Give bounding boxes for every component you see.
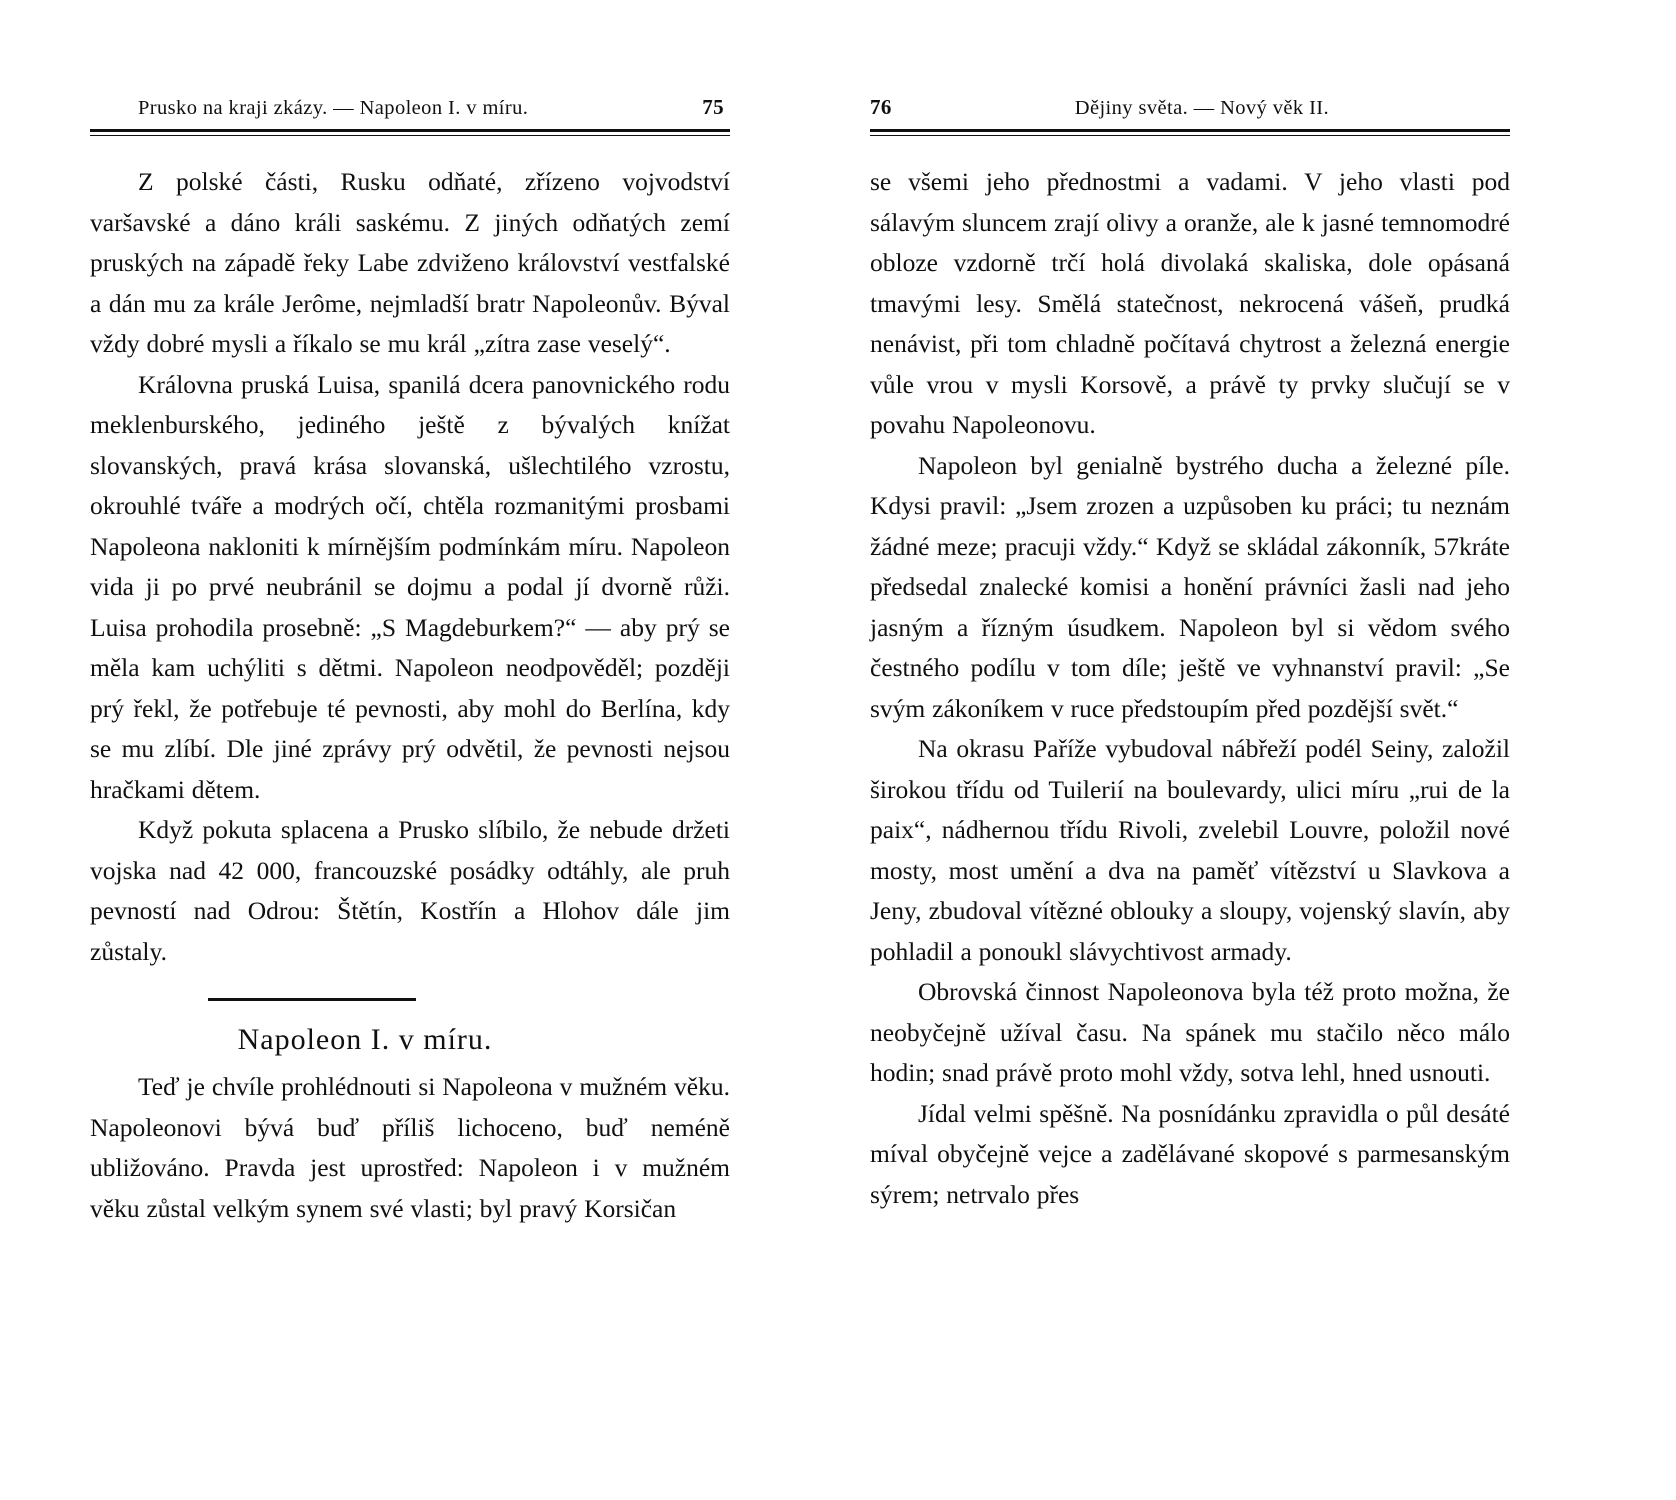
folio-right: 76: [870, 95, 892, 119]
left-page-section-body: [90, 1067, 730, 1229]
paragraph: Na okrasu Paříže vybudoval nábřeží podél Seiny, založil širokou třídu od Tuilerií na boulevardy, ulici míru „rui de la paix“, nádhernou třídu Rivoli, zvelebil Louvre, položil nové mosty, most umění a dva na paměť vítězství u Slavkova a Jeny, zbudoval vítězné oblouky a sloupy, vojenský slavín, aby pohladil a ponoukl slávychtivost armady.: [870, 734, 1510, 966]
right-page: [870, 95, 1510, 1215]
running-head-title-right: Dějiny světa. — Nový věk II.: [1074, 97, 1330, 119]
left-page-body: [90, 162, 730, 972]
paragraph: Královna pruská Luisa, spanilá dcera panovnického rodu meklenburského, jediného ještě z bývalých knížat slovanských, pravá krása slovanská, ušlechtilého vzrostu, okrouhlé tváře a modrých očí, chtěla rozmanitými prosbami Napoleona nakloniti k mírnějším podmínkám míru. Napoleon vida ji po prvé neubránil se dojmu a podal jí dvorně růži. Luisa prohodila prosebně: „S Magdeburkem?“ — aby prý se měla kam uchýliti s dětmi. Napoleon neodpověděl; později prý řekl, že potřebuje té pevnosti, aby mohl do Berlína, kdy se mu zlíbí. Dle jiné zprávy prý odvětil, že pevnosti nejsou hračkami dětem.: [90, 369, 730, 804]
paragraph: Teď je chvíle prohlédnouti si Napoleona v mužném věku. Napoleonovi bývá buď příliš lichoceno, buď neméně ubližováno. Pravda jest uprostřed: Napoleon i v mužném věku zůstal velkým synem své vlasti; byl pravý Korsičan: [90, 1072, 730, 1223]
section-title: Napoleon I. v míru.: [237, 1023, 493, 1056]
header-rule-left: [90, 129, 730, 136]
paragraph: Napoleon byl genialně bystrého ducha a železné píle. Kdysi pravil: „Jsem zrozen a uzpůsoben ku práci; tu neznám žádné meze; pracuji vždy.“ Když se skládal zákonník, 57kráte předsedal znalecké komisi a honění právníci žasli nad jeho jasným a řízným úsudkem. Napoleon byl si vědom svého čestného podílu v tom díle; ještě ve vyhnanství pravil: „Se svým zákoníkem v ruce předstoupím před pozdější svět.“: [870, 450, 1510, 723]
left-page: [90, 95, 730, 1229]
running-head-left: [90, 95, 730, 121]
paragraph: se všemi jeho přednostmi a vadami. V jeho vlasti pod sálavým sluncem zrají olivy a oranže, ale k jasné temnomodré obloze vzdorně trčí holá divolaká skaliska, dole opásaná tmavými lesy. Smělá statečnost, nekrocená vášeň, prudká nenávist, při tom chladně počítavá chytrost a železná energie vůle vrou v mysli Korsově, a právě ty prvky slučují se v povahu Napoleonovu.: [870, 167, 1510, 439]
section-divider: [208, 998, 416, 1001]
running-head-right: [870, 95, 1510, 121]
folio-left: 75: [702, 95, 724, 119]
paragraph: Když pokuta splacena a Prusko slíbilo, že nebude držeti vojska nad 42 000, francouzské posádky odtáhly, ale pruh pevností nad Odrou: Štětín, Kostřín a Hlohov dále jim zůstaly.: [90, 815, 730, 966]
running-head-title-left: Prusko na kraji zkázy. — Napoleon I. v míru.: [138, 97, 529, 119]
right-page-body: [870, 162, 1510, 1215]
paragraph: Obrovská činnost Napoleonova byla též proto možna, že neobyčejně užíval času. Na spánek mu stačilo něco málo hodin; snad právě proto mohl vždy, sotva lehl, hned usnouti.: [870, 977, 1510, 1087]
header-rule-right: [870, 129, 1510, 136]
paragraph: Z polské části, Rusku odňaté, zřízeno vojvodství varšavské a dáno králi saskému. Z jiných odňatých zemí pruských na západě řeky Labe zdviženo království vestfalské a dán mu za krále Jerôme, nejmladší bratr Napoleonův. Býval vždy dobré mysli a říkalo se mu král „zítra zase veselý“.: [90, 167, 730, 358]
paragraph: Jídal velmi spěšně. Na posnídánku zpravidla o půl desáté míval obyčejně vejce a zadělávané skopové s parmesanským sýrem; netrvalo přes: [870, 1098, 1510, 1209]
